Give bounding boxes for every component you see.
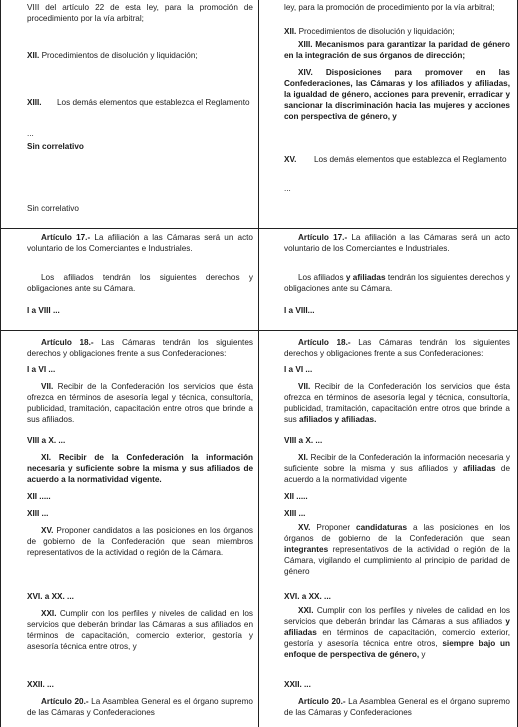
left-text: XXII. ... (27, 680, 54, 689)
left-text: I a VI ... (27, 365, 56, 374)
right-item-xv: XV. Proponer candidaturas a las posiciones en los órganos de gobierno de la Confederación que sean integrantes representativos de la actividad o región de la Cámara, vigilando el cumplimiento al principio de paridad de género (284, 523, 511, 576)
left-text: XIII ... (27, 509, 49, 518)
right-text: ley, para la promoción de procedimiento por la vía arbitral; (284, 3, 495, 12)
left-no-correlative: Sin correlativo (27, 204, 79, 213)
right-article-20: Artículo 20.- La Asamblea General es el órgano supremo de las Cámaras y Confederaciones (284, 697, 510, 717)
right-ellipsis: ... (284, 184, 291, 193)
right-item-vii: VII. Recibir de la Confederación los servicios que ésta ofrezca en términos de asesoría legal y técnica, consultoría, publicidad, tramitación, capacitación entre otros que brinde a sus afiliados y afiliadas. (284, 382, 510, 424)
right-text: I a VIII... (284, 306, 315, 315)
right-item-xiv: XIV. Disposiciones para promover en las Confederaciones, las Cámaras y los afiliados y afiliadas, la igualdad de género, acciones para prevenir, erradicar y sancionar la discriminación hacia las mujeres y acciones con perspectiva de género, y (284, 68, 510, 121)
right-text: XII ..... (284, 492, 308, 501)
right-text: Los afiliados y afiliadas tendrán los siguientes derechos y obligaciones ante su Cámara. (284, 273, 511, 293)
left-item-xxi: XXI. Cumplir con los perfiles y niveles de calidad en los servicios que deberán brindar las Cámaras a sus afiliados en términos de capacitación, comercio exterior, gestoría y asesoría técnica entre otros, y (27, 609, 253, 651)
comparison-table: VIII del artículo 22 de esta ley, para la promoción de procedimiento por la vía arbitral; XII. Procedimientos de disolución y liquidación; XIII. Los demás elementos que establezca el Reglamento ... Sin correlativo Sin correlativo Artículo 17.- La afiliación a las Cámaras será un acto voluntario de los Comerciantes e Industriales. Los afiliados tendrán los siguientes derechos y obligaciones ante su Cámara. I a VIII ... Artículo 18.- Las Cámaras tendrán los siguientes derechos y obligaciones frente a sus Confederaciones: I a VI ... VII. Recibir de la Confederación los servicios que ésta ofrezca en términos de asesoría legal y técnica, consultoría, publicidad, tramitación, capacitación entre otros que brinde a sus afiliados. VIII a X. ... XI. Recibir de la Confederación la información necesaria y suficiente sobre la misma y sus afiliados de acuerdo a la normatividad vigente. XII ..... XIII ... XV. Proponer candidatos a las posiciones en los órganos de gobierno de la Confederación que sean miembros representativos de la actividad o región de la Cámara. XVI. a XX. ... XXI. Cumplir con los perfiles y niveles de calidad en los servicios que deberán brindar las Cámaras a sus afiliados en términos de capacitación, comercio exterior, gestoría y asesoría técnica entre otros, y XXII. ... Artículo 20.- La Asamblea General es el órgano supremo de las Cámaras y Confederaciones ley, para la promoción de procedimiento por la vía arbitral; XII. Procedimientos de disolución y liquidación; XIII. Mecanismos para garantizar la paridad de género en la integración de sus órganos de dirección; XIV. Disposiciones para promover en las Confederaciones, las Cámaras y los afiliados y afiliadas, la igualdad de género, acciones para prevenir, erradicar y sancionar la discriminación hacia las mujeres y acciones con perspectiva de género, y XV. Los demás elementos que establezca el Reglamento ... Artículo 17.- La afiliación a las Cámaras será un acto voluntario de los Comerciantes e Industriales. Los afiliados y afiliadas tendrán los siguientes derechos y obligaciones ante su Cámara. I a VIII... Artículo 18.- Las Cámaras tendrán los siguientes derechos y obligaciones frente a sus Confederaciones: I a VI ... VII. Recibir de la Confederación los servicios que ésta ofrezca en términos de asesoría legal y técnica, consultoría, publicidad, tramitación, capacitación entre otros que brinde a sus afiliados y afiliadas. VIII a X. ... XI. Recibir de la Confederación la información necesaria y suficiente sobre la misma y sus afiliados y afiliadas de acuerdo a la normatividad vigente XII ..... XIII ... XV. Proponer candidaturas a las posiciones en los órganos de gobierno de la Confederación que sean integrantes representativos de la actividad o región de la Cámara, vigilando el cumplimiento al principio de paridad de género XVI. a XX. ... XXI. Cumplir con los perfiles y niveles de calidad en los servicios que deberán brindar las Cámaras a sus afiliados y afiliadas en términos de capacitación, comercio exterior, gestoría y asesoría técnica entre otros, siempre bajo un enfoque de perspectiva de género, y XXII. ... Artículo 20.- La Asamblea General es el órgano supremo de las Cámaras y Confederaciones (0, 0, 518, 727)
left-article-18: Artículo 18.- Las Cámaras tendrán los siguientes derechos y obligaciones frente a sus Confederaciones: (27, 338, 253, 358)
right-text: XIII ... (284, 509, 306, 518)
right-article-17: Artículo 17.- La afiliación a las Cámaras será un acto voluntario de los Comerciantes e Industriales. (284, 233, 510, 253)
left-text: VIII a X. ... (27, 436, 66, 445)
left-text: Los afiliados tendrán los siguientes derechos y obligaciones ante su Cámara. (27, 273, 253, 293)
left-text: XII ..... (27, 492, 51, 501)
left-item-vii: VII. Recibir de la Confederación los servicios que ésta ofrezca en términos de asesoría legal y técnica, consultoría, publicidad, tramitación, capacitación entre otros que brinde a sus afiliados. (27, 382, 253, 424)
right-item-xi: XI. Recibir de la Confederación la información necesaria y suficiente sobre la misma y sus afiliados y afiliadas de acuerdo a la normatividad vigente (284, 453, 510, 484)
right-item-xiii: XIII. Mecanismos para garantizar la paridad de género en la integración de sus órganos de dirección; (284, 40, 510, 60)
left-text: XVI. a XX. ... (27, 592, 74, 601)
left-item-xii: XII. Procedimientos de disolución y liquidación; (27, 51, 198, 60)
column-divider (258, 0, 259, 727)
right-article-18: Artículo 18.- Las Cámaras tendrán los siguientes derechos y obligaciones frente a sus Confederaciones: (284, 338, 510, 358)
right-text: XXII. ... (284, 680, 311, 689)
left-text: I a VIII ... (27, 306, 60, 315)
right-text: VIII a X. ... (284, 436, 323, 445)
left-article-20: Artículo 20.- La Asamblea General es el órgano supremo de las Cámaras y Confederaciones (27, 697, 253, 717)
left-item-xi: XI. Recibir de la Confederación la información necesaria y suficiente sobre la misma y sus afiliados de acuerdo a la normatividad vigente. (27, 453, 253, 484)
left-article-17: Artículo 17.- La afiliación a las Cámaras será un acto voluntario de los Comerciantes e Industriales. (27, 233, 253, 253)
right-text: XVI. a XX. ... (284, 592, 331, 601)
right-text: I a VI ... (284, 365, 313, 374)
row-divider (0, 330, 518, 331)
left-text: VIII del artículo 22 de esta ley, para la promoción de procedimiento por la vía arbitral; (27, 3, 253, 23)
right-item-xxi: XXI. Cumplir con los perfiles y niveles de calidad en los servicios que deberán brindar las Cámaras a sus afiliados y afiliadas en términos de capacitación, comercio exterior, gestoría y asesoría técnica entre otros, siempre bajo un enfoque de perspectiva de género, y (284, 606, 511, 659)
table-border-left (0, 0, 1, 727)
left-ellipsis: ... (27, 129, 34, 138)
row-divider (0, 228, 518, 229)
left-item-xv: XV. Proponer candidatos a las posiciones en los órganos de gobierno de la Confederación que sean miembros representativos de la actividad o región de la Cámara. (27, 526, 254, 557)
left-no-correlative: Sin correlativo (27, 142, 84, 151)
right-item-xii: XII. Procedimientos de disolución y liquidación; (284, 27, 455, 36)
